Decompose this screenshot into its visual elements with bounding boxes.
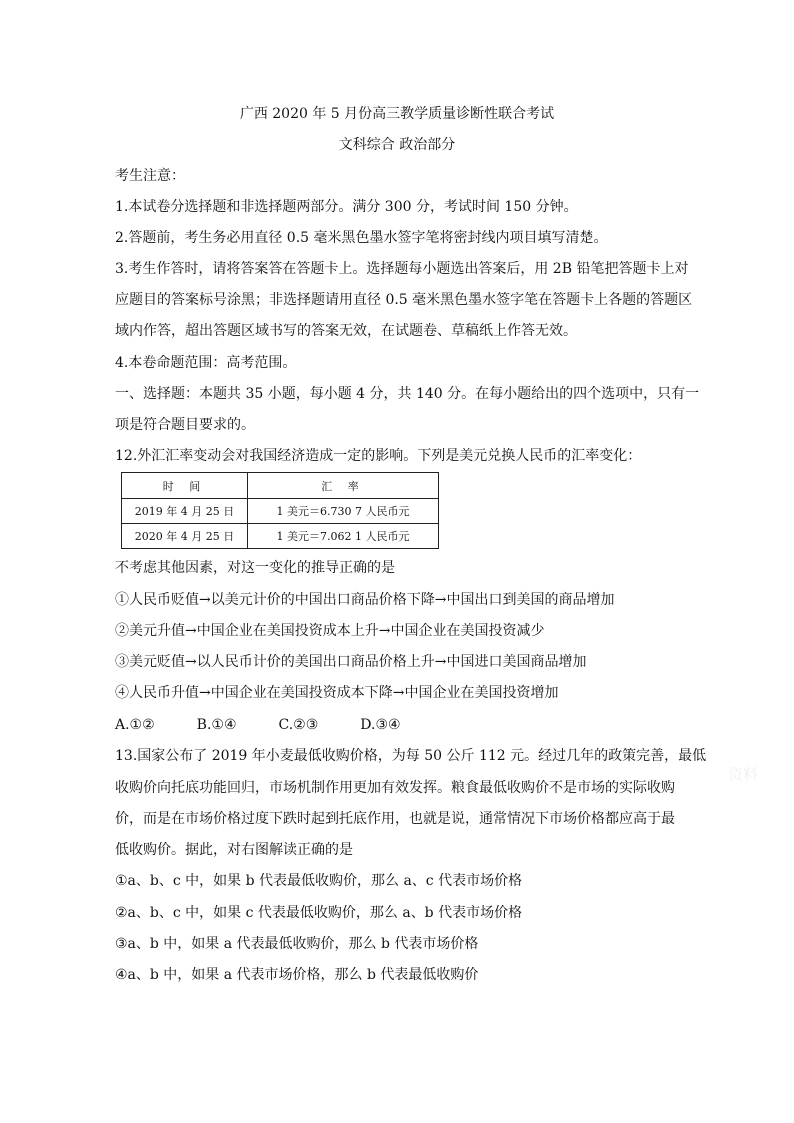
table-cell-rate: 1 美元＝7.062 1 人民币元: [248, 524, 439, 549]
option-a: A.①②: [115, 717, 155, 733]
q13-stem: 收购价向托底功能回归，市场机制作用更加有效发挥。粮食最低收购价不是市场的实际收购: [115, 780, 675, 796]
table-cell-date: 2020 年 4 月 25 日: [122, 524, 248, 549]
q13-stem: 价，而是在市场价格过度下跌时起到托底作用，也就是说，通常情况下市场价格都应高于最: [115, 811, 675, 827]
exchange-rate-table: [121, 472, 439, 549]
option-d: D.③④: [360, 717, 401, 733]
q12-stem: 12.外汇汇率变动会对我国经济造成一定的影响。下列是美元兑换人民币的汇率变化：: [115, 448, 642, 464]
option-b: B.①④: [196, 717, 237, 733]
q12-options: [115, 716, 443, 734]
table-cell-rate: 1 美元＝6.730 7 人民币元: [248, 499, 439, 524]
q13-statement: ④a、b 中，如果 a 代表市场价格，那么 b 代表最低收购价: [115, 967, 479, 983]
notice-heading: 考生注意：: [115, 168, 185, 184]
table-header-row: [122, 473, 439, 499]
q13-statement: ③a、b 中，如果 a 代表最低收购价，那么 b 代表市场价格: [115, 936, 479, 952]
table-row: [122, 499, 439, 524]
notice-item: 4.本卷命题范围：高考范围。: [115, 355, 297, 371]
q12-statement: ④人民币升值→中国企业在美国投资成本下降→中国企业在美国投资增加: [115, 685, 559, 701]
option-c: C.②③: [278, 717, 319, 733]
q13-stem: 13.国家公布了 2019 年小麦最低收购价格，为每 50 公斤 112 元。经过几年的政策完善，最低: [115, 748, 707, 764]
table-header-time: 时 间: [122, 473, 248, 499]
exam-title: 广西 2020 年 5 月份高三教学质量诊断性联合考试: [239, 106, 555, 122]
exam-subtitle: 文科综合 政治部分: [338, 137, 456, 153]
notice-item: 域内作答，超出答题区域书写的答案无效，在试题卷、草稿纸上作答无效。: [115, 323, 577, 339]
notice-item: 1.本试卷分选择题和非选择题两部分。满分 300 分，考试时间 150 分钟。: [115, 199, 578, 215]
table-row: [122, 524, 439, 549]
q13-statement: ①a、b、c 中，如果 b 代表最低收购价，那么 a、c 代表市场价格: [115, 873, 523, 889]
section-heading: 一、选择题：本题共 35 小题，每小题 4 分，共 140 分。在每小题给出的四个选项中，只有一: [115, 386, 700, 402]
table-header-rate: 汇 率: [248, 473, 439, 499]
q13-stem: 低收购价。据此，对右图解读正确的是: [115, 842, 353, 858]
section-heading-cont: 项是符合题目要求的。: [115, 417, 255, 433]
table-cell-date: 2019 年 4 月 25 日: [122, 499, 248, 524]
watermark: 资料: [728, 765, 759, 783]
q12-statement: ③美元贬值→以人民币计价的美国出口商品价格上升→中国进口美国商品增加: [115, 654, 587, 670]
q12-statement: ②美元升值→中国企业在美国投资成本上升→中国企业在美国投资减少: [115, 623, 545, 639]
q12-prompt: 不考虑其他因素，对这一变化的推导正确的是: [115, 560, 395, 576]
notice-item: 应题目的答案标号涂黑；非选择题请用直径 0.5 毫米黑色墨水签字笔在答题卡上各题的答题区: [115, 292, 693, 308]
notice-item: 2.答题前，考生务必用直径 0.5 毫米黑色墨水签字笔将密封线内项目填写清楚。: [115, 230, 608, 246]
q13-statement: ②a、b、c 中，如果 c 代表最低收购价，那么 a、b 代表市场价格: [115, 905, 523, 921]
q12-statement: ①人民币贬值→以美元计价的中国出口商品价格下降→中国出口到美国的商品增加: [115, 592, 615, 608]
notice-item: 3.考生作答时，请将答案答在答题卡上。选择题每小题选出答案后，用 2B 铅笔把答题卡上对: [115, 261, 689, 277]
